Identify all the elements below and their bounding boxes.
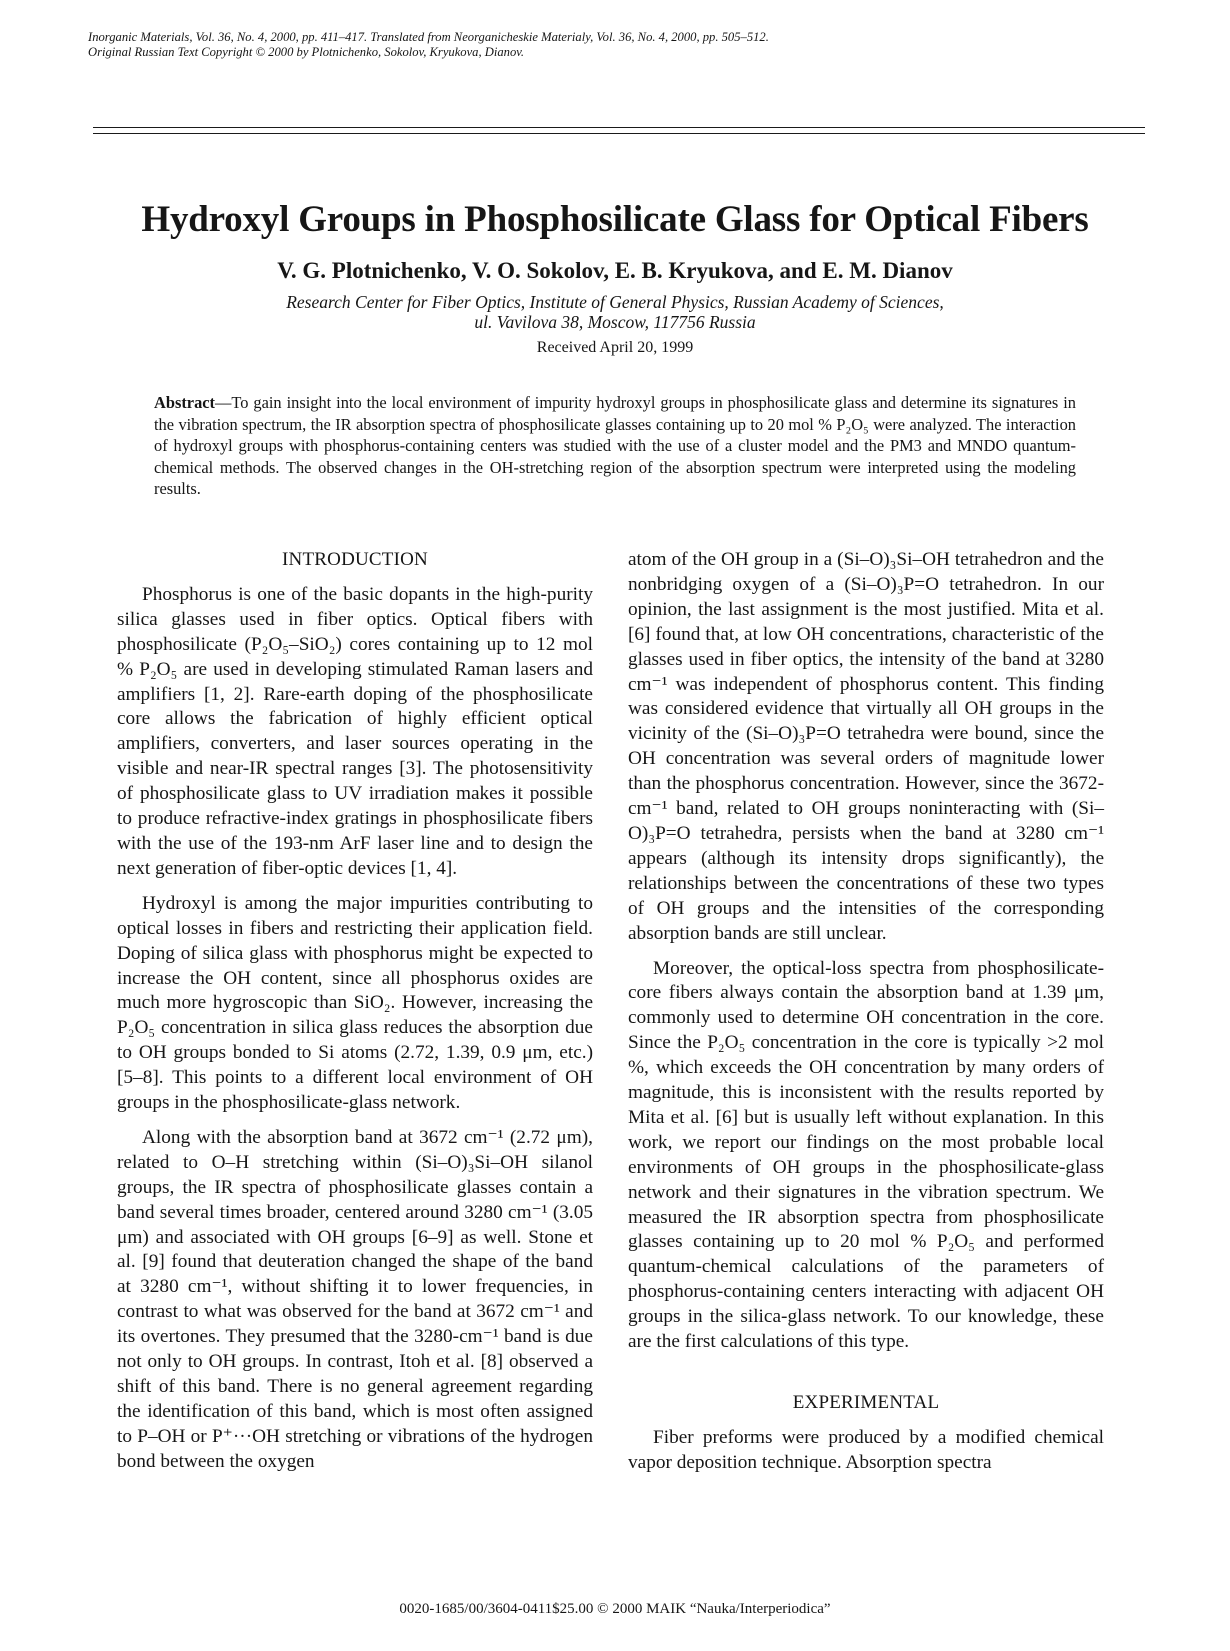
left-column	[117, 548, 593, 1475]
experimental-paragraph-1: Fiber preforms were produced by a modified chemical vapor deposition technique. Absorption spectra	[628, 1426, 1104, 1473]
abstract-label: Abstract	[154, 393, 215, 412]
affiliation-line-2: ul. Vavilova 38, Moscow, 117756 Russia	[474, 312, 756, 332]
journal-header	[88, 30, 1148, 60]
header-rule-top	[93, 127, 1145, 128]
affiliation-line-1: Research Center for Fiber Optics, Institute of General Physics, Russian Academy of Sciences,	[286, 292, 944, 312]
section-heading-introduction: INTRODUCTION	[282, 549, 428, 570]
header-citation: Inorganic Materials, Vol. 36, No. 4, 2000, pp. 411–417. Translated from Neorganicheskie Materialy, Vol. 36, No. 4, 2000, pp. 505–512.	[88, 30, 769, 44]
intro-paragraph-4: Moreover, the optical-loss spectra from phosphosilicate-core fibers always contain the absorption band at 1.39 μm, commonly used to determine OH concentration in the core. Since the P₂O₅ concentration in the core is typically >2 mol %, which exceeds the OH concentration by many orders of magnitude, this is inconsistent with the results reported by Mita et al. [6] but is usually left without explanation. In this work, we report our findings on the most probable local environments of OH groups in the phosphosilicate-glass network and their signatures in the vibration spectrum. We measured the IR absorption spectra from phosphosilicate glasses containing up to 20 mol % P₂O₅ and performed quantum-chemical calculations of the parameters of phosphorus-containing centers interacting with adjacent OH groups in the silica-glass network. To our knowledge, these are the first calculations of this type.	[628, 957, 1104, 1353]
intro-paragraph-1: Phosphorus is one of the basic dopants in the high-purity silica glasses used in fiber optics. Optical fibers with phosphosilicate (P₂O₅–SiO₂) cores containing up to 12 mol % P₂O₅ are used in developing stimulated Raman lasers and amplifiers [1, 2]. Rare-earth doping of the phosphosilicate core allows the fabrication of highly efficient optical amplifiers, converters, and laser sources operating in the visible and near-IR spectral ranges [3]. The photosensitivity of phosphosilicate glass to UV irradiation makes it possible to produce refractive-index gratings in phosphosilicate fibers with the use of the 193-nm ArF laser line and to design the next generation of fiber-optic devices [1, 4].	[117, 583, 593, 879]
intro-paragraph-3-continued: atom of the OH group in a (Si–O)₃Si–OH tetrahedron and the nonbridging oxygen of a (Si–O)₃P=O tetrahedron. In our opinion, the last assignment is the most justified. Mita et al. [6] found that, at low OH concentrations, characteristic of the glasses used in fiber optics, the intensity of the band at 3280 cm⁻¹ was independent of phosphorus content. This finding was considered evidence that virtually all OH groups in the vicinity of the (Si–O)₃P=O tetrahedra were bound, since the OH concentration was several orders of magnitude lower than the phosphorus concentration. However, since the 3672-cm⁻¹ band, related to OH groups noninteracting with (Si–O)₃P=O tetrahedra, persists when the band at 3280 cm⁻¹ appears (although its intensity drops significantly), the relationships between the concentrations of these two types of OH groups and the intensities of the corresponding absorption bands are still unclear.	[628, 549, 1104, 944]
abstract-text: —To gain insight into the local environment of impurity hydroxyl groups in phosphosilicate glass and determine its signatures in the vibration spectrum, the IR absorption spectra of phosphosilicate glasses containing up to 20 mol % P₂O₅ were analyzed. The interaction of hydroxyl groups with phosphorus-containing centers was studied with the use of a cluster model and the PM3 and MNDO quantum-chemical methods. The observed changes in the OH-stretching region of the absorption spectrum were interpreted using the modeling results.	[154, 393, 1076, 498]
abstract	[154, 392, 1076, 500]
right-column	[628, 548, 1104, 1476]
intro-paragraph-3: Along with the absorption band at 3672 cm⁻¹ (2.72 μm), related to O–H stretching within (Si–O)₃Si–OH silanol groups, the IR spectra of phosphosilicate glasses contain a band several times broader, centered around 3280 cm⁻¹ (3.05 μm) and associated with OH groups [6–9] as well. Stone et al. [9] found that deuteration changed the shape of the band at 3280 cm⁻¹, without shifting it to lower frequencies, in contrast to what was observed for the band at 3672 cm⁻¹ and its overtones. They presumed that the 3280-cm⁻¹ band is due not only to OH groups. In contrast, Itoh et al. [8] observed a shift of this band. There is no general agreement regarding the identification of this band, which is most often assigned to P–OH or P⁺···OH stretching or vibrations of the hydrogen bond between the oxygen	[117, 1126, 593, 1472]
copyright-footer: 0020-1685/00/3604-0411$25.00 © 2000 MAIK “Nauka/Interperiodica”	[399, 1601, 831, 1617]
header-rule-bottom	[93, 133, 1145, 134]
header-copyright: Original Russian Text Copyright © 2000 by Plotnichenko, Sokolov, Kryukova, Dianov.	[88, 45, 525, 59]
section-heading-experimental: EXPERIMENTAL	[792, 1392, 940, 1413]
article-title: Hydroxyl Groups in Phosphosilicate Glass for Optical Fibers	[141, 199, 1089, 240]
article-authors: V. G. Plotnichenko, V. O. Sokolov, E. B. Kryukova, and E. M. Dianov	[277, 258, 953, 283]
received-date: Received April 20, 1999	[536, 339, 694, 356]
affiliation	[0, 292, 1230, 332]
intro-paragraph-2: Hydroxyl is among the major impurities contributing to optical losses in fibers and restricting their application field. Doping of silica glass with phosphorus might be expected to increase the OH content, since all phosphorus oxides are much more hygroscopic than SiO₂. However, increasing the P₂O₅ concentration in silica glass reduces the absorption due to OH groups bonded to Si atoms (2.72, 1.39, 0.9 μm, etc.) [5–8]. This points to a different local environment of OH groups in the phosphosilicate-glass network.	[117, 892, 593, 1114]
